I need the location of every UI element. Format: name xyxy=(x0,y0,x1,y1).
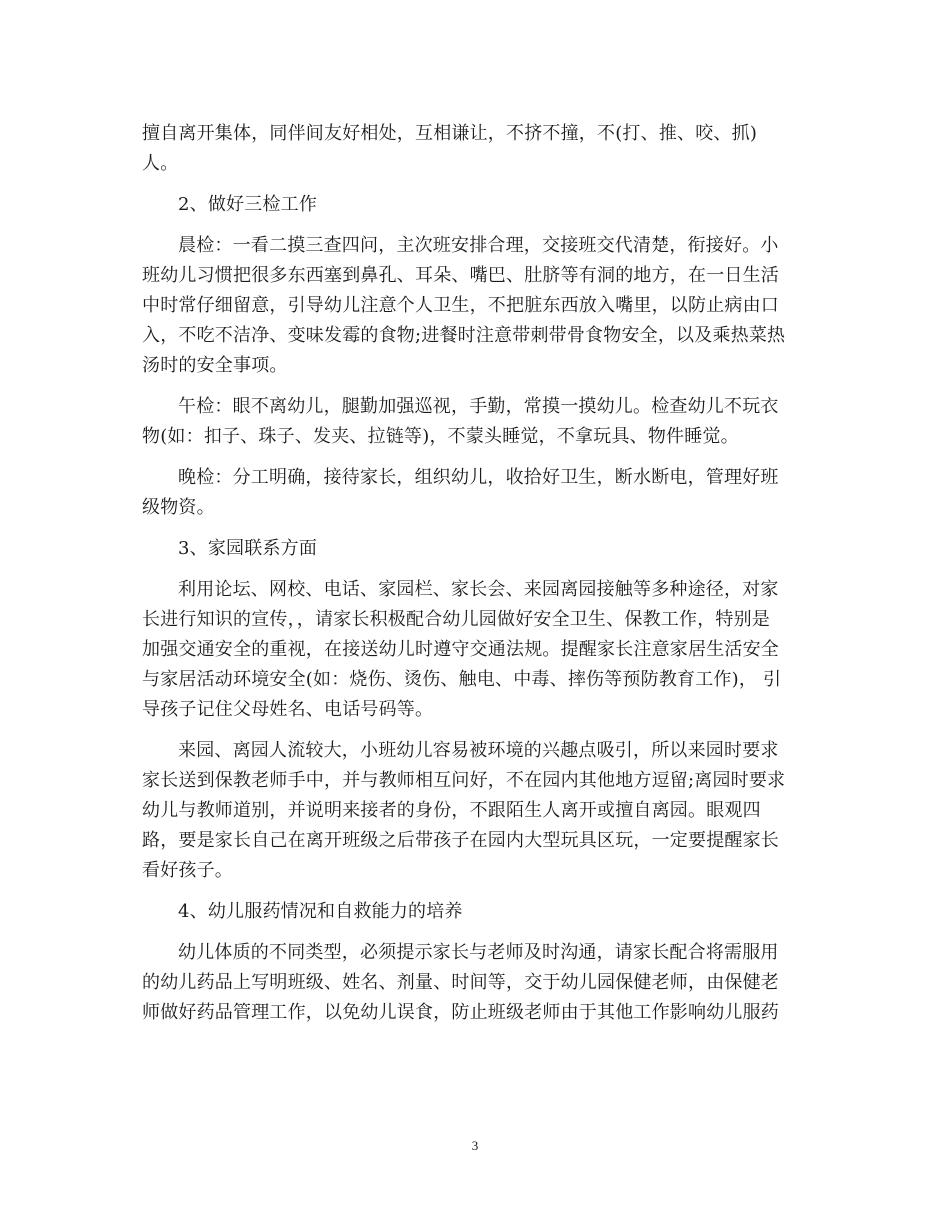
text-line: 幼儿与教师道别，并说明来接者的身份，不跟陌生人离开或擅自离园。眼观四 xyxy=(142,800,761,821)
paragraph-safety-behavior xyxy=(142,119,802,179)
text-line: 班幼儿习惯把很多东西塞到鼻孔、耳朵、嘴巴、肚脐等有洞的地方，在一日生活 xyxy=(142,265,779,286)
text-line: 擅自离开集体，同伴间友好相处，互相谦让，不挤不撞，不(打、推、咬、抓) xyxy=(142,123,758,144)
text-line: 入，不吃不洁净、变味发霉的食物;进餐时注意带刺带骨食物安全，以及乘热菜热 xyxy=(142,325,786,346)
heading-text: 3、家园联系方面 xyxy=(178,538,318,559)
text-line: 人。 xyxy=(142,153,179,174)
text-line: 加强交通安全的重视，在接送幼儿时遵守交通法规。提醒家长注意家居生活安全 xyxy=(142,639,779,660)
text-line: 长进行知识的宣传，，请家长积极配合幼儿园做好安全卫生、保教工作，特别是 xyxy=(142,609,770,630)
text-line: 汤时的安全事项。 xyxy=(142,355,288,376)
section-heading-home-school xyxy=(142,534,802,564)
text-line: 幼儿体质的不同类型，必须提示家长与老师及时沟通，请家长配合将需服用 xyxy=(178,942,779,963)
paragraph-arrival-departure xyxy=(142,736,802,886)
paragraph-morning-check xyxy=(142,231,802,381)
text-line: 晚检：分工明确，接待家长，组织幼儿，收拾好卫生，断水断电，管理好班 xyxy=(178,467,779,488)
text-line: 家长送到保教老师手中，并与教师相互问好，不在园内其他地方逗留;离园时要求 xyxy=(142,770,786,791)
section-heading-three-checks xyxy=(142,190,802,220)
text-line: 利用论坛、网校、电话、家园栏、家长会、来园离园接触等多种途径，对家 xyxy=(178,579,779,600)
text-line: 看好孩子。 xyxy=(142,860,233,881)
text-line: 级物资。 xyxy=(142,497,215,518)
paragraph-home-school-contact xyxy=(142,575,802,725)
heading-text: 2、做好三检工作 xyxy=(178,194,318,215)
text-line: 物(如：扣子、珠子、发夹、拉链等)，不蒙头睡觉，不拿玩具、物件睡觉。 xyxy=(142,426,739,447)
text-line: 路，要是家长自己在离开班级之后带孩子在园内大型玩具区玩，一定要提醒家长 xyxy=(142,830,779,851)
paragraph-evening-check xyxy=(142,463,802,523)
page-number: 3 xyxy=(471,1138,479,1153)
text-line: 导孩子记住父母姓名、电话号码等。 xyxy=(142,699,434,720)
text-line: 午检：眼不离幼儿，腿勤加强巡视，手勤，常摸一摸幼儿。检查幼儿不玩衣 xyxy=(178,396,779,417)
text-line: 的幼儿药品上写明班级、姓名、剂量、时间等，交于幼儿园保健老师，由保健老 xyxy=(142,972,779,993)
text-line: 与家居活动环境安全(如：烧伤、烫伤、触电、中毒、摔伤等预防教育工作)， 引 xyxy=(142,669,782,690)
text-line: 师做好药品管理工作，以免幼儿误食，防止班级老师由于其他工作影响幼儿服药 xyxy=(142,1002,779,1023)
text-line: 晨检：一看二摸三查四问，主次班安排合理，交接班交代清楚，衔接好。小 xyxy=(178,235,779,256)
heading-text: 4、幼儿服药情况和自救能力的培养 xyxy=(178,901,463,922)
text-line: 来园、离园人流较大，小班幼儿容易被环境的兴趣点吸引，所以来园时要求 xyxy=(178,740,779,761)
paragraph-medication xyxy=(142,938,802,1028)
paragraph-noon-check xyxy=(142,392,802,452)
text-line: 中时常仔细留意，引导幼儿注意个人卫生，不把脏东西放入嘴里，以防止病由口 xyxy=(142,295,779,316)
section-heading-medication xyxy=(142,897,802,927)
document-body xyxy=(142,119,802,1028)
